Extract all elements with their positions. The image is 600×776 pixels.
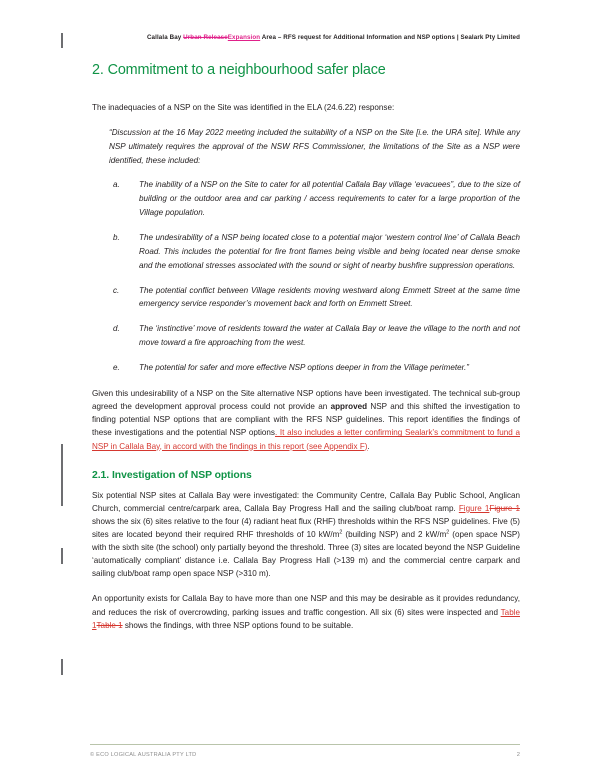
paragraph-investigated-options [92,387,520,453]
list-item [109,178,520,220]
change-bar-para-opportunity [61,659,63,675]
running-header-deleted-text: Urban Release [183,34,228,41]
document-body [92,62,520,644]
para-sites-part3: (building NSP) and 2 kW/m [342,529,447,539]
para-sites-part1: Six potential NSP sites at Callala Bay were investigated: the Community Centre, Callala Bay Public School, Anglican Church, commercial centre/carpark area, Callala Bay Progress Hall and the sailing club/boat ramp. [92,490,520,513]
list-item-marker: b. [113,232,120,242]
para-sites-deleted-figure-ref: Figure 1 [489,503,520,513]
quote-block [92,126,520,168]
limitations-list [92,178,520,375]
para-investigated-part1: Given this undesirability of a NSP on the Site alternative NSP options have been investigated. The technical sub-group agreed the development approval process could not provide an [92,389,520,412]
list-item [109,284,520,312]
para-opportunity-part2: shows the findings, with three NSP options found to be suitable. [122,620,354,630]
para-sites-part2: shows the six (6) sites relative to the four (4) radiant heat flux (RHF) thresholds within the RFS NSP guidelines. Five (5) sites are located beyond their required RHF thresholds of 10 kW/m [92,516,520,539]
section-heading-2: 2. Commitment to a neighbourhood safer place [92,62,386,78]
list-item-marker: e. [113,363,120,373]
list-item-text: The undesirability of a NSP being located close to a potential major ‘western control line’ of Callala Beach Road. This includes the potential for fire front flames being visible and being located near dense smoke and the emotional stresses associated with the sound or sight of nearby bushfire suppression operations. [139,232,520,270]
para-sites-superscript-2: 2 [446,529,450,536]
paragraph-six-sites [92,489,520,581]
para-sites-part4: (open space NSP) with the sixth site (the school) only partially beyond the threshold. Three (3) sites are located beyond the NSP Guideline ‘automatically compliant’ distance i.e. Callala Bay Progress Hall (>139 m) and the commercial centre carpark and sailing club/boat ramp open space NSP (>310 m). [92,529,520,579]
para-investigated-inserted-text: . It also includes a letter confirming Sealark’s commitment to fund a NSP in Callala Bay, in accord with the findings in this report (see Appendix F) [92,428,520,451]
list-item [109,322,520,350]
list-item-marker: a. [113,180,120,190]
list-item-text: The ‘instinctive’ move of residents toward the water at Callala Bay or leave the village to the north and not move toward a fire approaching from the west. [139,324,520,348]
running-header-prefix: Callala Bay [146,34,184,41]
list-item [109,231,520,273]
list-item [109,361,520,375]
quote-text: “Discussion at the 16 May 2022 meeting included the suitability of a NSP on the Site [i.e. the URA site]. While any NSP ultimately requires the approval of the NSW RFS Commissioner, the limitations of the Site as a NSP were identified, these included: [109,128,520,166]
para-opportunity-deleted-table-ref: Table 1 [96,620,123,630]
change-bar-para-investigated [61,444,63,506]
para-sites-inserted-figure-ref: Figure 1 [458,503,490,513]
footer-copyright: © ECO LOGICAL AUSTRALIA PTY LTD [90,752,197,758]
running-header [90,34,520,42]
lead-paragraph: The inadequacies of a NSP on the Site was identified in the ELA (24.6.22) response: [92,103,395,113]
paragraph-opportunity [92,592,520,631]
para-opportunity-part1: An opportunity exists for Callala Bay to have more than one NSP and this may be desirable as it provides redundancy, and reduces the risk of overcrowding, parking issues and traffic congestion. All six (6) sites were inspected and [92,594,520,617]
footer-page-number: 2 [516,752,520,758]
para-investigated-part3: . [367,441,370,451]
list-item-marker: d. [113,324,120,334]
list-item-text: The potential conflict between Village residents moving westward along Emmett Street at the same time emergency service responder’s movement back and forth on Emmett Street. [139,285,520,309]
running-header-inserted-text: Expansion [227,34,261,41]
running-header-suffix: Area – RFS request for Additional Information and NSP options | Sealark Pty Limited [260,34,520,41]
list-item-text: The potential for safer and more effective NSP options deeper in from the Village perimeter.” [139,363,469,373]
para-investigated-bold-approved: approved [330,402,368,412]
list-item-text: The inability of a NSP on the Site to cater for all potential Callala Bay village ‘evacuees”, due to the size of building or the outdoor area and car parking / access requirements to cater for a large proportion of the Village population. [139,180,520,217]
list-item-marker: c. [113,285,120,295]
footer-divider [90,744,520,745]
subsection-heading-2-1: 2.1. Investigation of NSP options [92,469,252,481]
para-opportunity-inserted-table-ref: Table 1 [92,607,520,630]
change-bar-para-sites [61,548,63,564]
para-sites-superscript-1: 2 [339,529,343,536]
change-bar-header [61,33,63,48]
para-investigated-part2: NSP and this shifted the investigation to finding potential NSP options that are compliant with the RFS NSP guidelines. This report identifies the findings of these investigations and the potential NSP options [92,402,520,438]
